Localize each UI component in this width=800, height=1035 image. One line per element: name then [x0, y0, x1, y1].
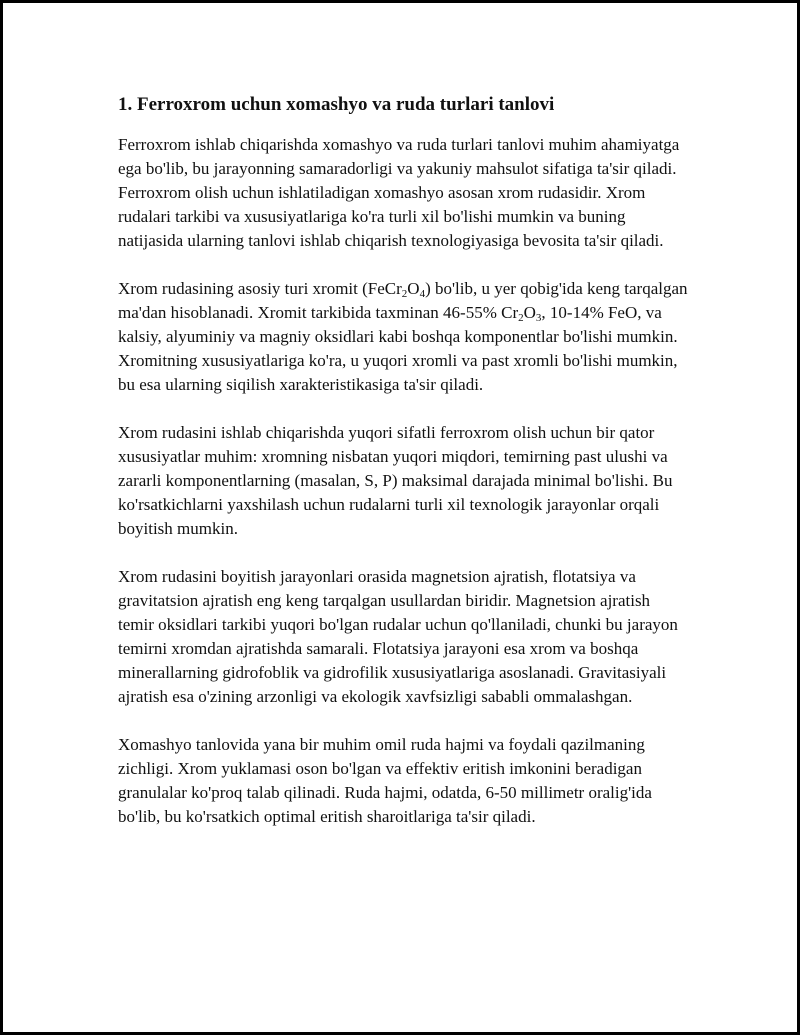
subscript-o-4: 4 — [419, 288, 426, 300]
chromite-text-5: , 10-14% FeO, va kalsiy, alyuminiy va magniy oksidlari kabi boshqa komponentlar bo'lishi mumkin. Xromitning xususiyatlariga ko'ra, u yuqori xromli va past xromli bo'lishi mumkin, bu esa ularning siqilish xarakteristikasiga ta'sir qiladi. — [118, 303, 678, 394]
chromite-text-2: O — [407, 279, 420, 298]
paragraph-intro: Ferroxrom ishlab chiqarishda xomashyo va ruda turlari tanlovi muhim ahamiyatga ega bo'lib, bu jarayonning samaradorligi va yakuniy mahsulot sifatiga ta'sir qiladi. Ferroxrom olish uchun ishlatiladigan xomashyo asosan xrom rudasidir. Xrom rudalari tarkibi va xususiyatlariga ko'ra turli xil bo'lishi mumkin va buning natijasida ularning tanlovi ishlab chiqarish texnologiyasiga bevosita ta'sir qiladi. — [118, 135, 680, 250]
paragraph-chromite — [118, 277, 688, 397]
chromite-text-3: ) bo'lib, u yer qobig'ida keng tarqalgan ma'dan hisoblanadi. Xromit tarkibida taxminan 46-55% Cr — [118, 279, 688, 322]
paragraph-quality-requirements: Xrom rudasini ishlab chiqarishda yuqori sifatli ferroxrom olish uchun bir qator xususiyatlar muhim: xromning nisbatan yuqori miqdori, temirning past ulushi va zararli komponentlarning (masalan, S, P) maksimal darajada minimal bo'lishi. Bu ko'rsatkichlarni yaxshilash uchun rudalarni turli xil texnologik jarayonlar orqali boyitish mumkin. — [118, 423, 673, 538]
paragraph-ore-size: Xomashyo tanlovida yana bir muhim omil ruda hajmi va foydali qazilmaning zichligi. Xrom yuklamasi oson bo'lgan va effektiv eritish imkonini beradigan granulalar ko'proq talab qilinadi. Ruda hajmi, odatda, 6-50 millimetr oralig'ida bo'lib, bu ko'rsatkich optimal eritish sharoitlariga ta'sir qiladi. — [118, 735, 652, 826]
paragraph-beneficiation: Xrom rudasini boyitish jarayonlari orasida magnetsion ajratish, flotatsiya va gravitatsion ajratish eng keng tarqalgan usullardan biridir. Magnetsion ajratish temir oksidlari tarkibi yuqori bo'lgan rudalar uchun qo'llaniladi, chunki bu jarayon temirni xromdan ajratishda samarali. Flotatsiya jarayoni esa xrom va boshqa minerallarning gidrofoblik va gidrofilik xususiyatlariga asoslanadi. Gravitasiyali ajratish esa o'zining arzonligi va ekologik xavfsizligi sababli ommalashgan. — [118, 567, 678, 706]
chromite-text-1: Xrom rudasining asosiy turi xromit (FeCr — [118, 279, 402, 298]
subscript-o-3: 3 — [535, 312, 542, 324]
subscript-cr-2: 2 — [518, 312, 524, 324]
section-heading: 1. Ferroxrom uchun xomashyo va ruda turlari tanlovi — [118, 94, 555, 115]
chromite-text-4: O — [523, 303, 536, 322]
document-body — [118, 93, 688, 853]
subscript-fe-cr: 2 — [401, 288, 408, 300]
